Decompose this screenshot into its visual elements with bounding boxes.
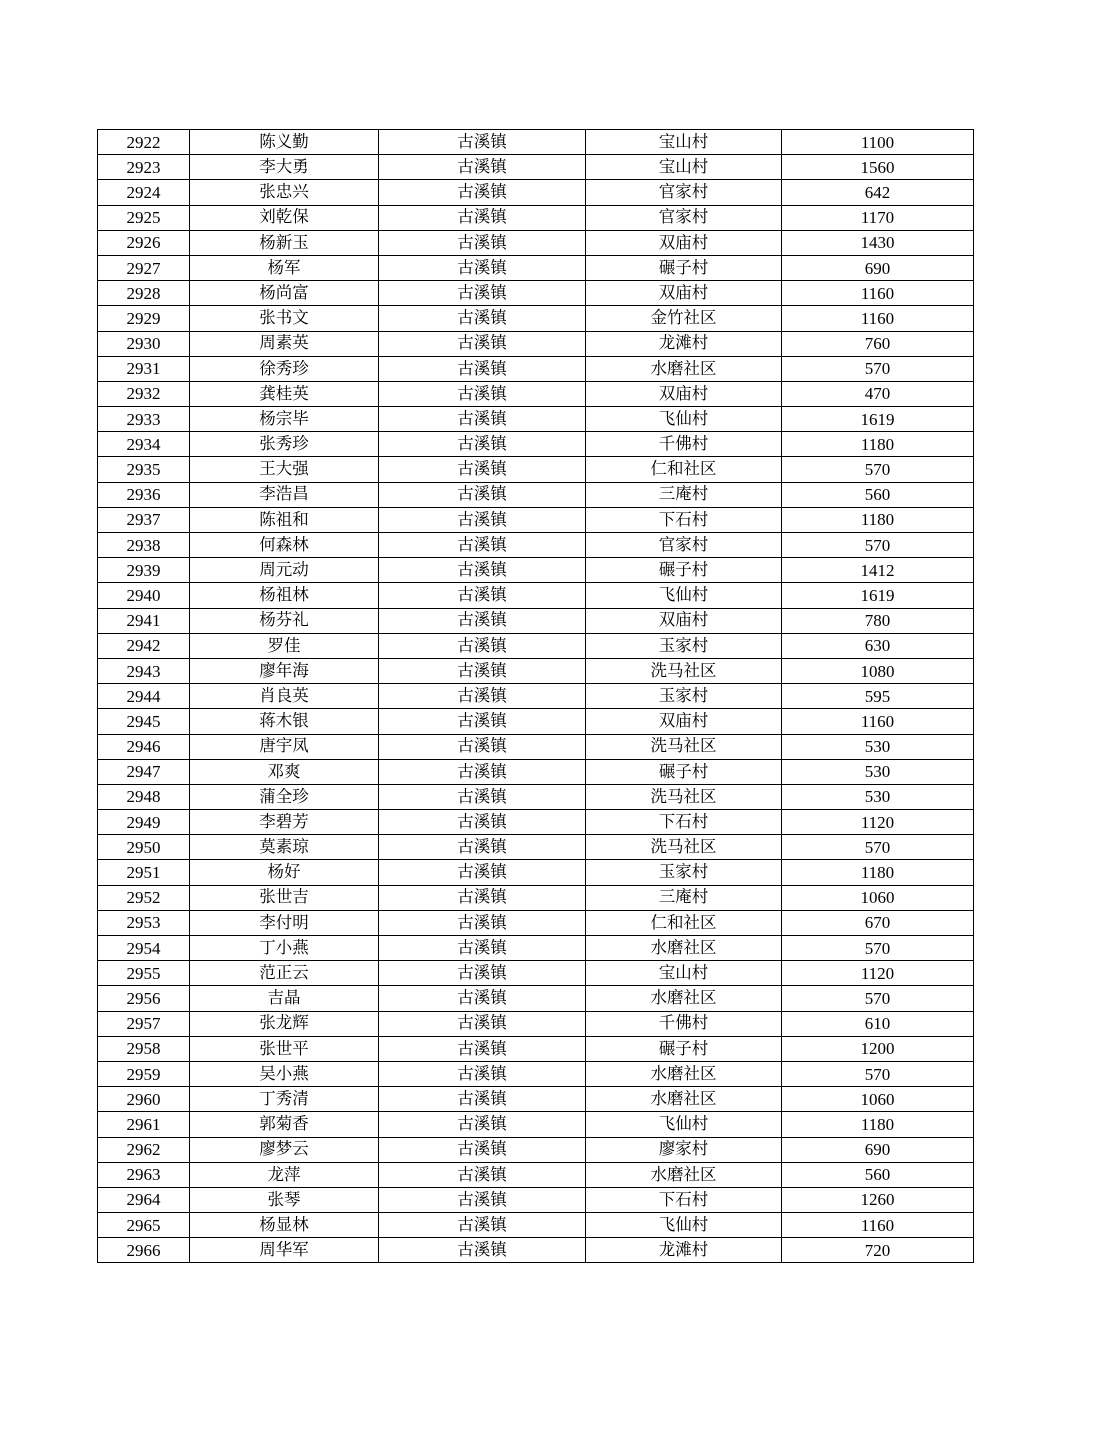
name-cell: 周素英 — [190, 331, 379, 356]
town-cell: 古溪镇 — [379, 457, 586, 482]
table-row — [98, 633, 974, 658]
row-number-cell: 2954 — [98, 936, 190, 961]
amount-cell: 570 — [782, 533, 974, 558]
row-number-cell: 2928 — [98, 281, 190, 306]
town-cell: 古溪镇 — [379, 1011, 586, 1036]
amount-cell: 1120 — [782, 961, 974, 986]
name-cell: 陈义勤 — [190, 130, 379, 155]
name-cell: 邓爽 — [190, 759, 379, 784]
name-cell: 丁秀清 — [190, 1087, 379, 1112]
town-cell: 古溪镇 — [379, 810, 586, 835]
town-cell: 古溪镇 — [379, 1137, 586, 1162]
amount-cell: 690 — [782, 255, 974, 280]
name-cell: 范正云 — [190, 961, 379, 986]
village-cell: 洗马社区 — [586, 835, 782, 860]
row-number-cell: 2961 — [98, 1112, 190, 1137]
name-cell: 何森林 — [190, 533, 379, 558]
village-cell: 洗马社区 — [586, 734, 782, 759]
table-row — [98, 910, 974, 935]
table-row — [98, 1137, 974, 1162]
name-cell: 张忠兴 — [190, 180, 379, 205]
name-cell: 张书文 — [190, 306, 379, 331]
amount-cell: 1619 — [782, 407, 974, 432]
table-row — [98, 331, 974, 356]
row-number-cell: 2923 — [98, 155, 190, 180]
town-cell: 古溪镇 — [379, 961, 586, 986]
row-number-cell: 2963 — [98, 1162, 190, 1187]
town-cell: 古溪镇 — [379, 910, 586, 935]
village-cell: 双庙村 — [586, 281, 782, 306]
table-row — [98, 533, 974, 558]
town-cell: 古溪镇 — [379, 1187, 586, 1212]
row-number-cell: 2946 — [98, 734, 190, 759]
amount-cell: 1560 — [782, 155, 974, 180]
name-cell: 徐秀珍 — [190, 356, 379, 381]
name-cell: 丁小燕 — [190, 936, 379, 961]
table-row — [98, 1087, 974, 1112]
row-number-cell: 2941 — [98, 608, 190, 633]
table-row — [98, 558, 974, 583]
row-number-cell: 2936 — [98, 482, 190, 507]
amount-cell: 530 — [782, 784, 974, 809]
village-cell: 碾子村 — [586, 255, 782, 280]
town-cell: 古溪镇 — [379, 432, 586, 457]
amount-cell: 570 — [782, 936, 974, 961]
town-cell: 古溪镇 — [379, 759, 586, 784]
town-cell: 古溪镇 — [379, 407, 586, 432]
amount-cell: 760 — [782, 331, 974, 356]
village-cell: 飞仙村 — [586, 1213, 782, 1238]
row-number-cell: 2956 — [98, 986, 190, 1011]
table-row — [98, 784, 974, 809]
name-cell: 刘乾保 — [190, 205, 379, 230]
table-row — [98, 180, 974, 205]
amount-cell: 630 — [782, 633, 974, 658]
table-row — [98, 759, 974, 784]
village-cell: 千佛村 — [586, 1011, 782, 1036]
amount-cell: 1080 — [782, 658, 974, 683]
town-cell: 古溪镇 — [379, 230, 586, 255]
amount-cell: 1060 — [782, 885, 974, 910]
village-cell: 千佛村 — [586, 432, 782, 457]
town-cell: 古溪镇 — [379, 1087, 586, 1112]
table-row — [98, 381, 974, 406]
row-number-cell: 2926 — [98, 230, 190, 255]
table-row — [98, 230, 974, 255]
name-cell: 唐宇凤 — [190, 734, 379, 759]
name-cell: 罗佳 — [190, 633, 379, 658]
village-cell: 玉家村 — [586, 633, 782, 658]
row-number-cell: 2933 — [98, 407, 190, 432]
name-cell: 陈祖和 — [190, 507, 379, 532]
village-cell: 仁和社区 — [586, 910, 782, 935]
row-number-cell: 2940 — [98, 583, 190, 608]
amount-cell: 690 — [782, 1137, 974, 1162]
row-number-cell: 2953 — [98, 910, 190, 935]
village-cell: 官家村 — [586, 180, 782, 205]
row-number-cell: 2944 — [98, 684, 190, 709]
name-cell: 张世吉 — [190, 885, 379, 910]
name-cell: 杨尚富 — [190, 281, 379, 306]
village-cell: 官家村 — [586, 533, 782, 558]
village-cell: 下石村 — [586, 810, 782, 835]
village-cell: 洗马社区 — [586, 784, 782, 809]
name-cell: 肖良英 — [190, 684, 379, 709]
town-cell: 古溪镇 — [379, 155, 586, 180]
village-cell: 碾子村 — [586, 759, 782, 784]
town-cell: 古溪镇 — [379, 1036, 586, 1061]
name-cell: 廖年海 — [190, 658, 379, 683]
amount-cell: 1180 — [782, 1112, 974, 1137]
amount-cell: 670 — [782, 910, 974, 935]
town-cell: 古溪镇 — [379, 1238, 586, 1263]
table-row — [98, 155, 974, 180]
amount-cell: 1412 — [782, 558, 974, 583]
row-number-cell: 2951 — [98, 860, 190, 885]
amount-cell: 1160 — [782, 306, 974, 331]
table-row — [98, 658, 974, 683]
village-cell: 双庙村 — [586, 608, 782, 633]
amount-cell: 1430 — [782, 230, 974, 255]
amount-cell: 610 — [782, 1011, 974, 1036]
row-number-cell: 2959 — [98, 1061, 190, 1086]
amount-cell: 1160 — [782, 1213, 974, 1238]
row-number-cell: 2942 — [98, 633, 190, 658]
name-cell: 蒋木银 — [190, 709, 379, 734]
amount-cell: 570 — [782, 356, 974, 381]
row-number-cell: 2935 — [98, 457, 190, 482]
village-cell: 水磨社区 — [586, 1061, 782, 1086]
name-cell: 郭菊香 — [190, 1112, 379, 1137]
town-cell: 古溪镇 — [379, 583, 586, 608]
village-cell: 三庵村 — [586, 482, 782, 507]
name-cell: 杨好 — [190, 860, 379, 885]
name-cell: 杨芬礼 — [190, 608, 379, 633]
amount-cell: 530 — [782, 734, 974, 759]
amount-cell: 1160 — [782, 281, 974, 306]
village-cell: 玉家村 — [586, 860, 782, 885]
table-row — [98, 835, 974, 860]
town-cell: 古溪镇 — [379, 356, 586, 381]
name-cell: 龙萍 — [190, 1162, 379, 1187]
town-cell: 古溪镇 — [379, 608, 586, 633]
town-cell: 古溪镇 — [379, 507, 586, 532]
town-cell: 古溪镇 — [379, 255, 586, 280]
table-row — [98, 356, 974, 381]
name-cell: 张琴 — [190, 1187, 379, 1212]
town-cell: 古溪镇 — [379, 533, 586, 558]
table-row — [98, 482, 974, 507]
village-cell: 双庙村 — [586, 381, 782, 406]
village-cell: 双庙村 — [586, 230, 782, 255]
name-cell: 吴小燕 — [190, 1061, 379, 1086]
town-cell: 古溪镇 — [379, 281, 586, 306]
village-cell: 碾子村 — [586, 558, 782, 583]
town-cell: 古溪镇 — [379, 381, 586, 406]
town-cell: 古溪镇 — [379, 1061, 586, 1086]
row-number-cell: 2945 — [98, 709, 190, 734]
table-row — [98, 1061, 974, 1086]
village-cell: 碾子村 — [586, 1036, 782, 1061]
amount-cell: 595 — [782, 684, 974, 709]
row-number-cell: 2937 — [98, 507, 190, 532]
row-number-cell: 2929 — [98, 306, 190, 331]
row-number-cell: 2931 — [98, 356, 190, 381]
table-row — [98, 1011, 974, 1036]
village-cell: 廖家村 — [586, 1137, 782, 1162]
village-cell: 官家村 — [586, 205, 782, 230]
village-cell: 龙滩村 — [586, 1238, 782, 1263]
town-cell: 古溪镇 — [379, 130, 586, 155]
amount-cell: 570 — [782, 835, 974, 860]
table-row — [98, 255, 974, 280]
amount-cell: 1200 — [782, 1036, 974, 1061]
town-cell: 古溪镇 — [379, 835, 586, 860]
amount-cell: 570 — [782, 457, 974, 482]
name-cell: 李大勇 — [190, 155, 379, 180]
row-number-cell: 2943 — [98, 658, 190, 683]
town-cell: 古溪镇 — [379, 986, 586, 1011]
town-cell: 古溪镇 — [379, 331, 586, 356]
amount-cell: 570 — [782, 1061, 974, 1086]
table-row — [98, 810, 974, 835]
table-row — [98, 205, 974, 230]
table-row — [98, 1036, 974, 1061]
table-row — [98, 885, 974, 910]
data-table — [97, 129, 974, 1263]
village-cell: 仁和社区 — [586, 457, 782, 482]
table-row — [98, 281, 974, 306]
row-number-cell: 2950 — [98, 835, 190, 860]
town-cell: 古溪镇 — [379, 1213, 586, 1238]
name-cell: 杨军 — [190, 255, 379, 280]
village-cell: 宝山村 — [586, 961, 782, 986]
village-cell: 宝山村 — [586, 155, 782, 180]
amount-cell: 560 — [782, 1162, 974, 1187]
village-cell: 水磨社区 — [586, 936, 782, 961]
village-cell: 飞仙村 — [586, 1112, 782, 1137]
table-row — [98, 860, 974, 885]
name-cell: 吉晶 — [190, 986, 379, 1011]
town-cell: 古溪镇 — [379, 784, 586, 809]
row-number-cell: 2927 — [98, 255, 190, 280]
amount-cell: 1260 — [782, 1187, 974, 1212]
name-cell: 张世平 — [190, 1036, 379, 1061]
row-number-cell: 2966 — [98, 1238, 190, 1263]
village-cell: 宝山村 — [586, 130, 782, 155]
name-cell: 周元动 — [190, 558, 379, 583]
village-cell: 水磨社区 — [586, 986, 782, 1011]
village-cell: 玉家村 — [586, 684, 782, 709]
table-row — [98, 684, 974, 709]
amount-cell: 642 — [782, 180, 974, 205]
name-cell: 蒲全珍 — [190, 784, 379, 809]
town-cell: 古溪镇 — [379, 936, 586, 961]
town-cell: 古溪镇 — [379, 709, 586, 734]
amount-cell: 570 — [782, 986, 974, 1011]
town-cell: 古溪镇 — [379, 885, 586, 910]
table-row — [98, 1187, 974, 1212]
name-cell: 李浩昌 — [190, 482, 379, 507]
village-cell: 洗马社区 — [586, 658, 782, 683]
amount-cell: 1619 — [782, 583, 974, 608]
village-cell: 飞仙村 — [586, 407, 782, 432]
row-number-cell: 2955 — [98, 961, 190, 986]
name-cell: 李碧芳 — [190, 810, 379, 835]
name-cell: 杨祖林 — [190, 583, 379, 608]
amount-cell: 1060 — [782, 1087, 974, 1112]
row-number-cell: 2958 — [98, 1036, 190, 1061]
row-number-cell: 2938 — [98, 533, 190, 558]
village-cell: 金竹社区 — [586, 306, 782, 331]
amount-cell: 470 — [782, 381, 974, 406]
town-cell: 古溪镇 — [379, 684, 586, 709]
name-cell: 李付明 — [190, 910, 379, 935]
table-row — [98, 936, 974, 961]
amount-cell: 1180 — [782, 507, 974, 532]
table-row — [98, 583, 974, 608]
row-number-cell: 2947 — [98, 759, 190, 784]
town-cell: 古溪镇 — [379, 633, 586, 658]
name-cell: 周华军 — [190, 1238, 379, 1263]
table-row — [98, 432, 974, 457]
row-number-cell: 2925 — [98, 205, 190, 230]
town-cell: 古溪镇 — [379, 1162, 586, 1187]
row-number-cell: 2965 — [98, 1213, 190, 1238]
amount-cell: 1180 — [782, 860, 974, 885]
row-number-cell: 2932 — [98, 381, 190, 406]
table-row — [98, 734, 974, 759]
name-cell: 杨新玉 — [190, 230, 379, 255]
village-cell: 下石村 — [586, 507, 782, 532]
table-row — [98, 1112, 974, 1137]
amount-cell: 560 — [782, 482, 974, 507]
name-cell: 杨显林 — [190, 1213, 379, 1238]
town-cell: 古溪镇 — [379, 180, 586, 205]
amount-cell: 1180 — [782, 432, 974, 457]
table-row — [98, 507, 974, 532]
table-row — [98, 457, 974, 482]
row-number-cell: 2952 — [98, 885, 190, 910]
town-cell: 古溪镇 — [379, 658, 586, 683]
row-number-cell: 2949 — [98, 810, 190, 835]
amount-cell: 780 — [782, 608, 974, 633]
table-row — [98, 1162, 974, 1187]
village-cell: 水磨社区 — [586, 1087, 782, 1112]
row-number-cell: 2957 — [98, 1011, 190, 1036]
village-cell: 三庵村 — [586, 885, 782, 910]
row-number-cell: 2934 — [98, 432, 190, 457]
village-cell: 飞仙村 — [586, 583, 782, 608]
town-cell: 古溪镇 — [379, 734, 586, 759]
table-row — [98, 961, 974, 986]
amount-cell: 1120 — [782, 810, 974, 835]
town-cell: 古溪镇 — [379, 558, 586, 583]
amount-cell: 720 — [782, 1238, 974, 1263]
table-body — [98, 130, 974, 1263]
name-cell: 廖梦云 — [190, 1137, 379, 1162]
name-cell: 张秀珍 — [190, 432, 379, 457]
name-cell: 莫素琼 — [190, 835, 379, 860]
row-number-cell: 2964 — [98, 1187, 190, 1212]
row-number-cell: 2960 — [98, 1087, 190, 1112]
row-number-cell: 2962 — [98, 1137, 190, 1162]
town-cell: 古溪镇 — [379, 482, 586, 507]
village-cell: 水磨社区 — [586, 356, 782, 381]
amount-cell: 1170 — [782, 205, 974, 230]
row-number-cell: 2922 — [98, 130, 190, 155]
table-row — [98, 709, 974, 734]
row-number-cell: 2930 — [98, 331, 190, 356]
name-cell: 张龙辉 — [190, 1011, 379, 1036]
village-cell: 下石村 — [586, 1187, 782, 1212]
amount-cell: 530 — [782, 759, 974, 784]
village-cell: 龙滩村 — [586, 331, 782, 356]
village-cell: 双庙村 — [586, 709, 782, 734]
town-cell: 古溪镇 — [379, 306, 586, 331]
table-row — [98, 608, 974, 633]
row-number-cell: 2939 — [98, 558, 190, 583]
table-row — [98, 130, 974, 155]
row-number-cell: 2948 — [98, 784, 190, 809]
table-row — [98, 306, 974, 331]
table-row — [98, 986, 974, 1011]
amount-cell: 1100 — [782, 130, 974, 155]
table-row — [98, 407, 974, 432]
name-cell: 王大强 — [190, 457, 379, 482]
town-cell: 古溪镇 — [379, 860, 586, 885]
row-number-cell: 2924 — [98, 180, 190, 205]
table-row — [98, 1213, 974, 1238]
table-row — [98, 1238, 974, 1263]
town-cell: 古溪镇 — [379, 1112, 586, 1137]
town-cell: 古溪镇 — [379, 205, 586, 230]
name-cell: 杨宗毕 — [190, 407, 379, 432]
village-cell: 水磨社区 — [586, 1162, 782, 1187]
amount-cell: 1160 — [782, 709, 974, 734]
name-cell: 龚桂英 — [190, 381, 379, 406]
